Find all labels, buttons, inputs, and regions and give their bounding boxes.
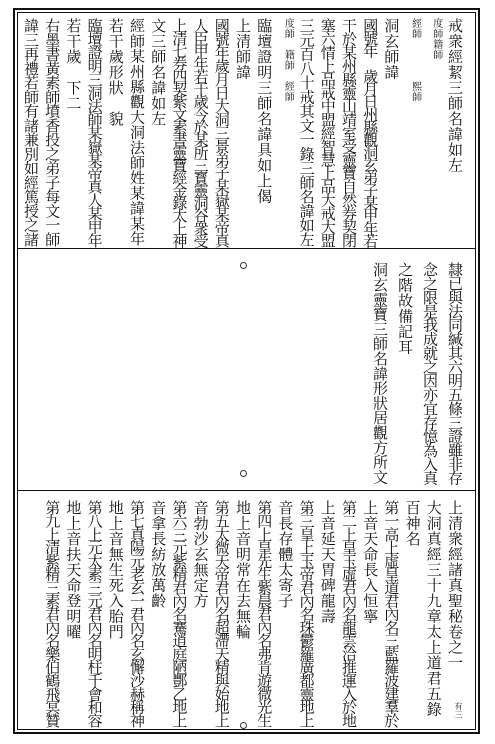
bottom-text-column: 大洞真經三十九章太上道君五錄 <box>424 500 443 717</box>
top-text-column: 干於某州縣靈山靖室受靈寶自然券契閉 <box>340 18 358 247</box>
top-text-column: 臨壇證明三洞法師某嶽某帝真人某甲年 <box>85 18 104 247</box>
middle-text-column: 之階故備記耳 <box>396 262 414 355</box>
top-text-column: 上清師諱 <box>234 18 252 80</box>
bottom-text-column: 第九上清紫精三素君內名樂伯鶴飛冥贊 <box>43 500 62 727</box>
bottom-text-column: 第五太微天帝君內名超滯天精與始地上 <box>212 500 231 727</box>
middle-text-column: 洞玄靈寶三師名諱形狀居觀方所文 <box>371 262 389 485</box>
top-text-column: 諱三再禮若師有諸兼別如經篤授之諸 <box>22 18 40 246</box>
bottom-margin-note: 有三 <box>454 702 463 719</box>
bottom-text-column: 上清衆經諸真聖秘卷之一 <box>446 500 464 671</box>
bottom-text-column: 音長存體太寄子 <box>276 500 295 609</box>
top-text-column: 國號年 歲月日州縣觀洞玄弟子某甲年若 <box>361 18 380 247</box>
top-text-column: 戒衆經絜三師名諱如左 <box>446 18 464 173</box>
bottom-text-column: 地上音明常在去無輪 <box>234 500 252 640</box>
top-text-column: 洞玄師諱 <box>382 18 401 80</box>
binding-hole-icon <box>240 470 247 477</box>
top-text-column: 右墨書黃素師墳香投之弟子每文一師 <box>43 18 62 246</box>
top-text-column: 臨壇證明三師名諱具如上偈 <box>255 18 274 204</box>
top-text-column: 若干歲形狀 貌 <box>106 18 125 127</box>
bottom-text-column: 第三皇上玉帝君內名珠鬱羅廣都靈地上 <box>297 500 316 727</box>
page-divider-upper <box>17 248 476 249</box>
bottom-text-column: 第一高上虛皇道君內名三藍羅波建羣於 <box>382 500 401 727</box>
bottom-text-column: 地上音無生死入胎門 <box>106 500 125 640</box>
top-text-column: 經師某州縣觀大洞法師姓某諱某年 <box>128 18 146 246</box>
page-divider-lower <box>17 490 476 491</box>
bottom-text-column: 第六三元紫精君內名騫逍庭陋酆乙地上 <box>170 500 189 727</box>
bottom-text-column: 第二上皇玉虛君內名龍雲洽推運入於地 <box>340 500 358 727</box>
top-text-column: 若干歲 下二 <box>64 18 83 111</box>
top-text-column: 人臣甲年若干歲今於某所三寳靈洞谷衆受 <box>191 18 210 247</box>
bottom-text-column: 上音天命長入恒寧 <box>361 500 380 624</box>
top-text-column: 度師籍師 <box>430 18 442 60</box>
top-text-column: 上清七券四契紫文素書靈寶經金錄太上神 <box>170 18 189 247</box>
top-text-column: 三元百八十戒其文一錄三師名諱如左 <box>297 18 316 246</box>
bottom-text-column: 音勃沙玄無定方 <box>191 500 210 609</box>
bottom-text-column: 音拿長紡放萬齡 <box>149 500 168 609</box>
bottom-text-column: 上音延天胃碑龍壽 <box>318 500 337 624</box>
top-text-column: 塞六情上品戒中盟經智慧上品大戒大盟 <box>318 18 337 247</box>
top-text-column: 經師 熙師 <box>409 18 421 102</box>
top-text-column: 國號年歲月日大洞三景弟子某嶽某帝真 <box>212 18 231 247</box>
middle-text-column: 隸已與法同緘其六明五條三證雖非存 <box>446 262 464 484</box>
bottom-text-column: 地上音扶天命登明曜 <box>64 500 83 640</box>
bottom-text-column: 第七真陽元老玄一君內名玄懈沙赫稱神 <box>128 500 146 727</box>
bottom-text-column: 第四上皇先生紫晨君內名弗肯遊微光生 <box>255 500 274 727</box>
binding-hole-icon <box>240 262 247 269</box>
top-text-column: 文三師名諱如左 <box>149 18 168 127</box>
top-text-column: 度師 籍師 經師 <box>282 18 294 102</box>
binding-hole-icon <box>240 722 247 729</box>
middle-text-column: 念之限是我成就之因亦宜存憶為入真 <box>421 262 439 484</box>
bottom-text-column: 百神名 <box>403 500 422 547</box>
bottom-text-column: 第八上元太素三元君內名明柱千會和容 <box>85 500 104 727</box>
